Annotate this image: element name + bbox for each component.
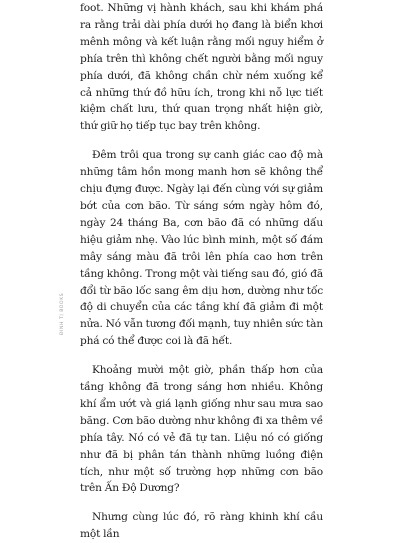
paragraph-night: Đêm trôi qua trong sự canh giác cao độ mà những tâm hồn mong manh hơn sẽ không thể chịu đựng được. Ngày lại đến cùng với sự giảm bớt của cơn bão. Từ sáng sớm ngày hôm đó, ngày 24 tháng Ba, cơn bão đã có những dấu hiệu giảm nhẹ. Vào lúc bình minh, một số đám mây sáng màu đã trôi lên phía cao hơn trên tầng không. Trong một vài tiếng sau đó, gió đã đổi từ bão lốc sang êm dịu hơn, dường như tốc độ di chuyển của các tầng khí đã giảm đi một nửa. Nó vẫn tương đối mạnh, tuy nhiên sức tàn phá có thể được coi là đã hết.: [80, 149, 324, 348]
paragraph-eleven-oclock: Khoảng mười một giờ, phần thấp hơn của tầng không đã trong sáng hơn nhiều. Không khí ẩm ướt và giá lạnh giống như sau mưa sao băng. Cơn bão dường như không đi xa thêm về phía tây. Nó có vẻ đã tự tan. Liệu nó có giống như đã bị phân tán thành những luồng điện tích, như một số trường hợp những cơn bão trên Ấn Độ Dương?: [80, 364, 323, 495]
paragraph-continuation: foot. Những vị hành khách, sau khi khám phá ra rằng trải dài phía dưới họ đang là biển khơi mênh mông và kết luận rằng mối nguy hiểm ở phía trên thì không chết người bằng mối nguy phía dưới, đã không chần chừ ném xuống kể cả những thứ đồ hữu ích, trong khi nỗ lực tiết kiệm chất lưu, thứ quan trọng nhất hiện giờ, thứ giữ họ tiếp tục bay trên không.: [80, 2, 323, 133]
paragraph-balloon: Nhưng cùng lúc đó, rõ ràng khinh khí cầu một lần: [80, 511, 323, 541]
page-body-text: [80, 0, 323, 543]
publisher-spine-text: ĐINH TỊ BOOKS: [60, 292, 65, 335]
